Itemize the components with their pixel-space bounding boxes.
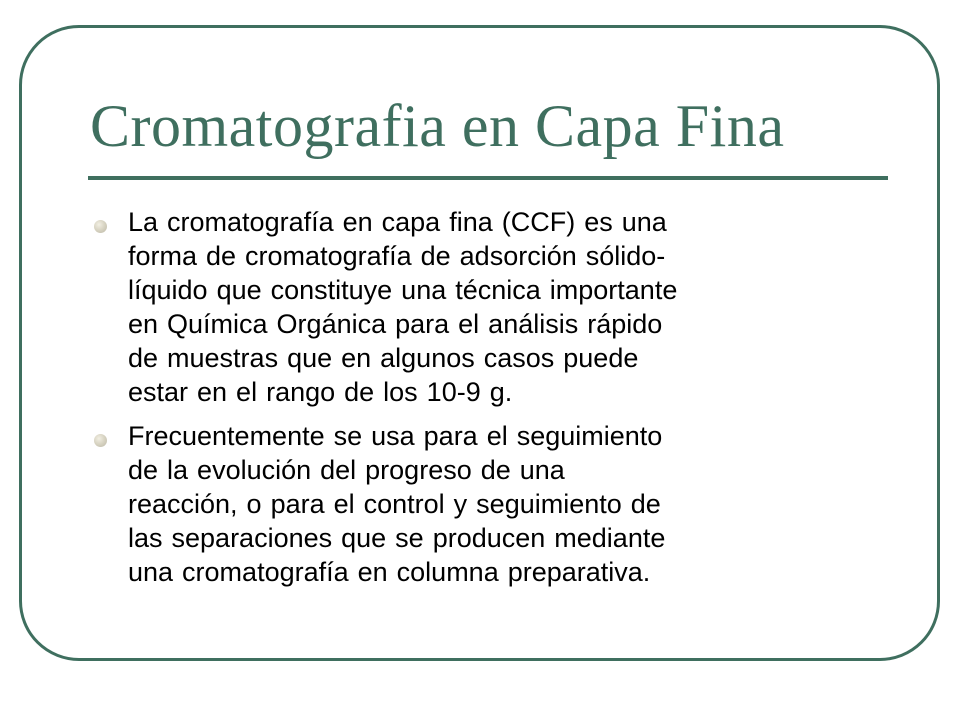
bullet-dot-icon	[94, 220, 107, 233]
bullet-text-line: estar en el rango de los 10-9 g.	[128, 377, 513, 407]
bullet-text-line: una cromatografía en columna preparativa.	[128, 557, 651, 587]
bullet-text-line: líquido que constituye una técnica importante	[128, 275, 678, 305]
bullet-list	[90, 205, 890, 599]
bullet-text-line: de muestras que en algunos casos puede	[128, 343, 639, 373]
bullet-text-line: forma de cromatografía de adsorción sólido-	[128, 241, 666, 271]
bullet-text-line: las separaciones que se producen mediante	[128, 523, 666, 553]
title-underline	[88, 176, 888, 180]
bullet-item-1	[90, 205, 890, 409]
bullet-dot-icon	[94, 434, 107, 447]
bullet-text-line: de la evolución del progreso de una	[128, 455, 565, 485]
bullet-item-2	[90, 419, 890, 589]
bullet-text-line: reacción, o para el control y seguimiento de	[128, 489, 661, 519]
bullet-text-line: La cromatografía en capa fina (CCF) es una	[128, 207, 667, 237]
slide-title: Cromatografia en Capa Fina	[90, 93, 785, 159]
bullet-text-line: en Química Orgánica para el análisis rápido	[128, 309, 663, 339]
bullet-text-line: Frecuentemente se usa para el seguimiento	[128, 421, 663, 451]
